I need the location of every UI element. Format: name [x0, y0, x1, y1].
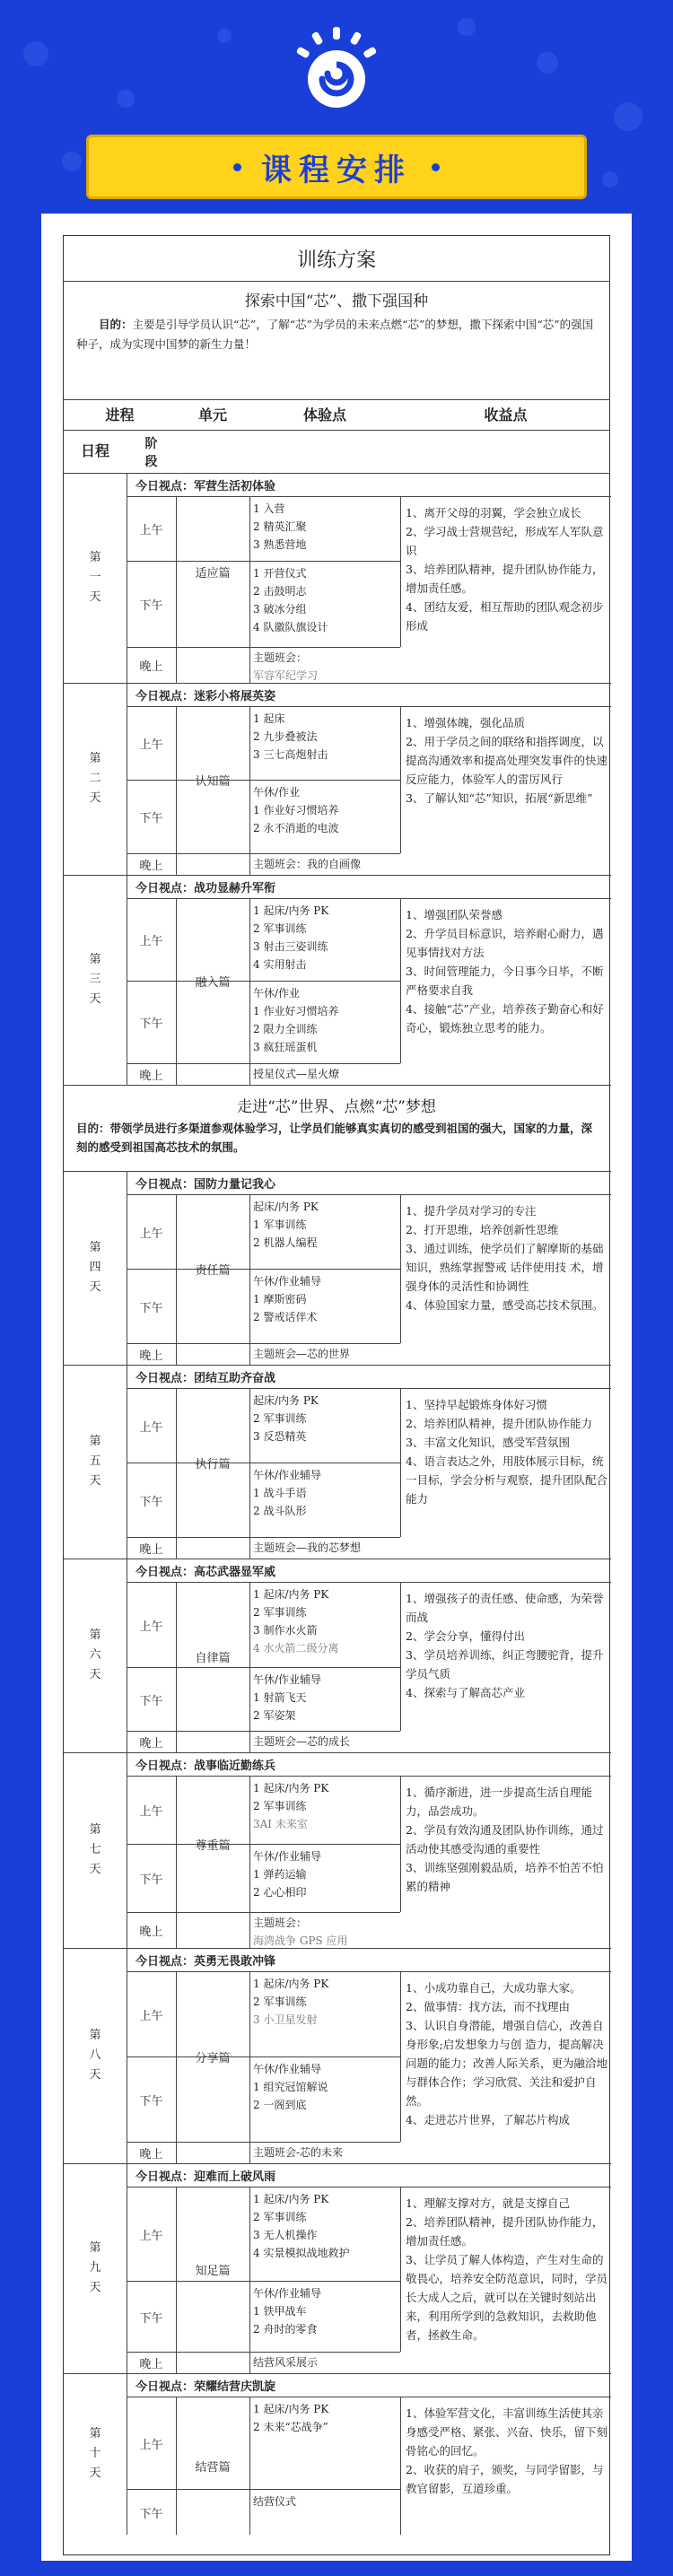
day-viewpoint: 今日视点：高芯武器显军威: [135, 1566, 276, 1579]
morning-activities: [249, 1779, 404, 1833]
banner-dot-right: [432, 163, 440, 171]
row-divider: [64, 1948, 611, 1949]
benefit-item: 3、时间管理能力，今日事今日毕，不断严格要求自我: [406, 965, 604, 997]
activity-item: 2 军事训练: [253, 922, 307, 935]
day-label: 第十天: [89, 2427, 101, 2480]
benefits: [400, 2404, 612, 2498]
benefit-item: 2、培养团队精神，提升团队协作能力: [406, 1417, 592, 1430]
evening-activities: [249, 1065, 404, 1083]
activity-item: 主题班会-芯的未来: [253, 2146, 344, 2159]
benefit-item: 2、学会分享，懂得付出: [406, 1629, 525, 1643]
module-name: 尊重篇: [195, 1839, 231, 1853]
activity-item: 午休/作业: [253, 786, 301, 799]
activity-item: 1 军事训练: [253, 1218, 307, 1231]
activity-item: 主题班会—我的芯梦想: [253, 1541, 362, 1554]
section1-title: 探索中国“芯”、撒下强国种: [244, 293, 429, 310]
activity-item: 2 警戒话伴术: [253, 1311, 318, 1323]
column-divider: [176, 2187, 177, 2373]
benefit-item: 1、循序渐进，进一步提高生活自理能力，品尝成功。: [406, 1786, 592, 1818]
morning-activities: [249, 2400, 404, 2436]
morning-activities: [249, 500, 404, 554]
activity-item: 1 起床/内务 PK: [253, 1978, 329, 1990]
benefit-item: 1、增强体魄，强化品质: [406, 716, 525, 729]
benefit-item: 2、收获的肩子，颁奖，与同学留影，与教官留影，互道珍重。: [406, 2463, 604, 2495]
activity-item: 起床/内务 PK: [253, 1394, 319, 1407]
slot-evening: 晚上: [139, 2148, 163, 2161]
morning-activities: [249, 902, 404, 974]
benefit-item: 3、丰富文化知识，感受军营氛围: [406, 1436, 570, 1449]
benefit-item: 1、增强团队荣誉感: [406, 908, 503, 921]
row-divider: [127, 1343, 400, 1344]
activity-item: 午休/作业辅导: [253, 1850, 322, 1863]
benefit-item: 1、离开父母的羽翼，学会独立成长: [406, 506, 581, 520]
slot-evening: 晚上: [139, 1070, 163, 1083]
day-viewpoint: 今日视点：荣耀结营庆凯旋: [135, 2380, 276, 2394]
activity-item: 3 小卫星发射: [253, 2013, 318, 2026]
activity-item: 结营风采展示: [253, 2356, 319, 2369]
benefit-item: 2、做事情：找方法，而不找理由: [406, 2000, 570, 2013]
activity-item: 海湾战争 GPS 应用: [253, 1934, 348, 1947]
day-label: 第九天: [89, 2241, 101, 2294]
row-divider: [64, 1171, 611, 1172]
module-name: 融入篇: [195, 976, 231, 990]
day-label: 第一天: [89, 551, 101, 604]
module-name: 责任篇: [195, 1264, 231, 1278]
activity-item: 午休/作业: [253, 987, 301, 1000]
row-divider: [249, 981, 400, 982]
slot-evening: 晚上: [139, 1543, 163, 1557]
benefits: [400, 905, 612, 1037]
benefit-item: 1、小成功靠自己，大成功靠大家。: [406, 1981, 581, 1995]
row-divider: [64, 1365, 611, 1366]
evening-activities: [249, 2144, 404, 2161]
benefit-item: 3、学员培养训练，纠正弯腰驼背，提升学员气质: [406, 1648, 604, 1681]
column-divider: [176, 496, 177, 683]
goal-label: 目的：: [99, 318, 133, 331]
row-divider: [64, 683, 611, 684]
row-divider: [127, 1063, 400, 1064]
afternoon-activities: [249, 1847, 404, 1901]
evening-activities: [249, 1539, 404, 1557]
column-divider: [176, 1194, 177, 1365]
activity-item: 主题班会：我的自画像: [253, 858, 362, 870]
row-divider: [64, 1752, 611, 1753]
column-divider: [176, 1388, 177, 1559]
sun-logo-icon: [292, 27, 381, 117]
benefit-item: 3、通过训练，使学员们了解摩斯的基础知识，熟练掌握警戒 话伴使用技 术，增强身体的灵活性和协调性: [406, 1242, 604, 1293]
day-viewpoint: 今日视点：战事临近勤练兵: [135, 1760, 276, 1773]
banner-title: 课程安排: [261, 152, 412, 188]
row-divider: [127, 561, 249, 562]
benefits: [400, 1395, 612, 1508]
benefits: [400, 2194, 612, 2345]
afternoon-activities: [249, 2493, 404, 2511]
day-label: 第七天: [89, 1823, 101, 1876]
slot-afternoon: 下午: [139, 1301, 163, 1315]
activity-item: 1 铁甲战车: [253, 2305, 307, 2318]
activity-item: 4 实用射击: [253, 958, 307, 971]
row-divider: [64, 2373, 611, 2374]
activity-item: 3AI 未来室: [253, 1818, 308, 1830]
day-viewpoint: 今日视点：战功显赫升军衔: [135, 882, 276, 895]
slot-morning: 上午: [139, 2229, 163, 2243]
table-title: 训练方案: [296, 249, 376, 272]
benefit-item: 4、体验国家力量，感受高芯技术氛围。: [406, 1298, 604, 1312]
activity-item: 2 一阁到底: [253, 2099, 307, 2111]
benefit-item: 2、学习战士营规营纪，形成军人军队意识: [406, 525, 604, 557]
day-label: 第二天: [89, 752, 101, 805]
row-divider: [127, 1667, 249, 1668]
afternoon-activities: [249, 1466, 404, 1520]
row-divider: [249, 1844, 400, 1845]
row-divider: [127, 647, 400, 648]
evening-activities: [249, 855, 404, 873]
section2-title: 走进“芯”世界、点燃“芯”梦想: [237, 1098, 436, 1116]
activity-item: 2 舟时的零食: [253, 2323, 318, 2336]
header-experience: 体验点: [302, 406, 346, 424]
slot-morning: 上午: [139, 935, 163, 948]
slot-morning: 上午: [139, 1620, 163, 1634]
activity-item: 午休/作业辅导: [253, 2287, 322, 2300]
benefit-item: 3、让学员了解人体构造，产生对生命的敬畏心，培养安全防范意识，同时，学员长大成人之后，就可以在关键时刻站出来，利用所学到的急救知识，去救助他者，拯救生命。: [406, 2253, 608, 2342]
benefits: [400, 1783, 612, 1896]
evening-activities: [249, 1733, 404, 1751]
activity-item: 2 军事训练: [253, 2211, 307, 2223]
slot-evening: 晚上: [139, 1737, 163, 1751]
benefit-item: 2、用于学员之间的联络和指挥调度，以提高沟通效率和提高处理突发事件的快速反应能力，体验军人的雷厉风行: [406, 735, 608, 786]
activity-item: 主题班会：: [253, 1917, 308, 1929]
benefit-item: 2、培养团队精神，提升团队协作能力，增加责任感。: [406, 2215, 604, 2248]
row-divider: [64, 2163, 611, 2164]
activity-item: 1 起床/内务 PK: [253, 2403, 329, 2415]
row-divider: [127, 706, 611, 707]
slot-evening: 晚上: [139, 660, 163, 674]
row-divider: [127, 2281, 249, 2282]
row-divider: [249, 561, 400, 562]
benefits: [400, 1978, 612, 2129]
morning-activities: [249, 1392, 404, 1445]
activity-item: 2 军事训练: [253, 1800, 307, 1812]
benefit-item: 3、了解认知“芯”知识，拓展“新思维”: [406, 791, 593, 805]
activity-item: 2 军事训练: [253, 1412, 307, 1425]
activity-item: 4 队徽队旗设计: [253, 621, 328, 633]
slot-morning: 上午: [139, 524, 163, 537]
activity-item: 主题班会：: [253, 651, 308, 664]
slot-afternoon: 下午: [139, 2507, 163, 2521]
row-divider: [127, 1194, 611, 1195]
module-name: 适应篇: [195, 567, 231, 581]
day-viewpoint: 今日视点：迷彩小将展英姿: [135, 690, 276, 703]
activity-item: 1 起床/内务 PK: [253, 904, 329, 917]
activity-item: 2 精英汇聚: [253, 520, 307, 533]
module-name: 自律篇: [195, 1652, 231, 1665]
benefit-item: 1、坚持早起锻炼身体好习惯: [406, 1398, 547, 1411]
day-viewpoint: 今日视点：团结互助齐奋战: [135, 1372, 276, 1385]
goal-text: 主要是引导学员认识“芯”，了解“芯”为学员的未来点燃“芯”的梦想，撒下探索中国“芯”的强国种子，成为实现中国梦的新生力量！: [76, 318, 594, 351]
activity-item: 授星仪式—星火燎: [253, 1068, 340, 1080]
benefit-item: 4、团结友爱，相互帮助的团队观念初步形成: [406, 600, 604, 633]
morning-activities: [249, 1975, 404, 2029]
day-viewpoint: 今日视点：迎难而上破风雨: [135, 2170, 276, 2184]
slot-afternoon: 下午: [139, 2311, 163, 2326]
activity-item: 1 开营仪式: [253, 567, 307, 580]
slot-morning: 上午: [139, 2438, 163, 2452]
activity-item: 1 弹药运输: [253, 1868, 307, 1881]
row-divider: [249, 1269, 400, 1270]
activity-item: 4 水火箭二级分离: [253, 1642, 339, 1655]
benefit-item: 3、培养团队精神，提升团队协作能力，增加责任感。: [406, 563, 604, 595]
activity-item: 军容军纪学习: [253, 669, 319, 682]
slot-morning: 上午: [139, 1420, 163, 1435]
activity-item: 2 机器人编程: [253, 1236, 318, 1249]
row-divider: [127, 2352, 400, 2353]
benefit-item: 4、接触“芯”产业，培养孩子勤奋心和好奇心，锻炼独立思考的能力。: [406, 1002, 604, 1035]
activity-item: 1 作业好习惯培养: [253, 1005, 339, 1017]
banner-dot-left: [233, 163, 241, 171]
slot-afternoon: 下午: [139, 2094, 163, 2109]
slot-afternoon: 下午: [139, 599, 163, 613]
activity-item: 2 九步叠被法: [253, 730, 318, 743]
divider: [64, 430, 609, 431]
activity-item: 1 射箭飞天: [253, 1691, 307, 1704]
benefits: [400, 1589, 612, 1702]
day-label: 第六天: [89, 1629, 101, 1681]
morning-activities: [249, 710, 404, 764]
benefit-item: 2、打开思维，培养创新性思维: [406, 1223, 559, 1236]
benefit-item: 1、提升学员对学习的专注: [406, 1204, 537, 1218]
header-benefit: 收益点: [484, 406, 528, 424]
module-name: 分享篇: [195, 2052, 231, 2065]
day-label: 第八天: [89, 2029, 101, 2082]
row-divider: [249, 2489, 400, 2490]
activity-item: 3 熟悉营地: [253, 538, 307, 551]
activity-item: 1 摩斯密码: [253, 1293, 307, 1305]
row-divider: [249, 2056, 400, 2057]
afternoon-activities: [249, 2060, 404, 2114]
column-divider: [176, 898, 177, 1085]
day-viewpoint: 今日视点：英勇无畏敢冲锋: [135, 1955, 276, 1969]
afternoon-activities: [249, 1272, 404, 1326]
afternoon-activities: [249, 564, 404, 636]
section2-goal: [76, 1119, 597, 1157]
column-divider: [176, 1776, 177, 1948]
activity-item: 午休/作业辅导: [253, 1275, 322, 1288]
activity-item: 1 起床: [253, 712, 285, 725]
module-name: 执行篇: [195, 1458, 231, 1471]
header-unit: 单元: [197, 406, 227, 424]
module-name: 结营篇: [195, 2461, 231, 2475]
afternoon-activities: [249, 984, 404, 1056]
slot-afternoon: 下午: [139, 1495, 163, 1509]
header-stage: 阶段: [144, 437, 158, 469]
row-divider: [127, 853, 400, 854]
row-divider: [249, 2281, 400, 2282]
activity-item: 2 限力全训练: [253, 1023, 318, 1035]
slot-morning: 上午: [139, 1805, 163, 1819]
training-plan-table: [63, 235, 610, 2555]
activity-item: 1 组究冠馆解说: [253, 2081, 328, 2093]
column-divider: [176, 1971, 177, 2163]
activity-item: 1 起床/内务 PK: [253, 1782, 329, 1794]
benefit-item: 2、学员有效沟通及团队协作训练，通过活动使其感受沟通的重要性: [406, 1823, 604, 1856]
activity-item: 3 反恐精英: [253, 1430, 307, 1443]
activity-item: 3 射击三姿训练: [253, 940, 328, 953]
benefit-item: 1、理解支撑对方，就是支撑自己: [406, 2196, 570, 2210]
activity-item: 3 疯狂瑶蛋机: [253, 1041, 318, 1053]
day-label: 第三天: [89, 953, 101, 1006]
row-divider: [127, 1971, 611, 1972]
row-divider: [249, 1667, 400, 1668]
section1-goal: [76, 315, 597, 354]
column-divider: [176, 706, 177, 875]
slot-evening: 晚上: [139, 2358, 163, 2371]
header-progress: 进程: [105, 406, 135, 424]
module-name: 知足篇: [195, 2265, 231, 2278]
course-schedule-banner: [86, 135, 587, 199]
morning-activities: [249, 1585, 404, 1657]
row-divider: [127, 1776, 611, 1777]
activity-item: 2 心心相印: [253, 1886, 307, 1899]
afternoon-activities: [249, 783, 404, 837]
benefit-item: 4、语言表达之外，用肢体展示目标，统一目标，学会分析与观察，提升团队配合能力: [406, 1454, 608, 1506]
slot-morning: 上午: [139, 738, 163, 752]
row-divider: [64, 875, 611, 876]
evening-activities: [249, 649, 404, 685]
goal2-text: 带领学员进行多渠道参观体验学习，让学员们能够真实真切的感受到祖国的强大，国家的力量，深刻的感受到祖国高芯技术的氛围。: [76, 1122, 593, 1154]
row-divider: [249, 780, 400, 781]
row-divider: [127, 1388, 611, 1389]
slot-evening: 晚上: [139, 1349, 163, 1363]
slot-afternoon: 下午: [139, 1873, 163, 1887]
slot-morning: 上午: [139, 1227, 163, 1241]
row-divider: [127, 1582, 611, 1583]
activity-item: 3 破冰分组: [253, 603, 307, 616]
activity-item: 主题班会—芯的成长: [253, 1735, 351, 1748]
activity-item: 3 无人机操作: [253, 2229, 318, 2241]
slot-evening: 晚上: [139, 860, 163, 873]
row-divider: [127, 1731, 400, 1732]
row-divider: [127, 898, 611, 899]
benefit-item: 3、认识自身潜能，增强自信心，改善自身形象;启发想象力与创 造力，提高解决问题的能力；改善人际关系，更为融洽地与群体合作；学习欣赏、关注和爱护自然。: [406, 2019, 608, 2108]
benefit-item: 4、探索与了解高芯产业: [406, 1686, 525, 1699]
activity-item: 3 三七高炮射击: [253, 748, 328, 761]
afternoon-activities: [249, 2284, 404, 2338]
benefit-item: 2、升学员目标意识，培养耐心耐力，遇见事情找对方法: [406, 927, 604, 959]
module-name: 认知篇: [195, 775, 231, 789]
activity-item: 2 军事训练: [253, 1606, 307, 1619]
activity-item: 1 作业好习惯培养: [253, 804, 339, 816]
evening-activities: [249, 1914, 404, 1950]
day-viewpoint: 今日视点：国防力量记我心: [135, 1178, 276, 1192]
activity-item: 2 未来“芯战争”: [253, 2421, 328, 2433]
header-schedule: 日程: [80, 442, 109, 459]
row-divider: [127, 1537, 400, 1538]
day-label: 第四天: [89, 1241, 101, 1294]
activity-item: 起床/内务 PK: [253, 1201, 319, 1213]
activity-item: 3 制作水火箭: [253, 1624, 318, 1637]
activity-item: 1 起床/内务 PK: [253, 1588, 329, 1601]
activity-item: 午休/作业辅导: [253, 1469, 322, 1481]
row-divider: [64, 1085, 611, 1086]
morning-activities: [249, 1198, 404, 1252]
row-divider: [127, 1912, 400, 1913]
slot-afternoon: 下午: [139, 812, 163, 825]
activity-item: 1 起床/内务 PK: [253, 2193, 329, 2205]
slot-evening: 晚上: [139, 1925, 163, 1939]
benefits: [400, 503, 612, 635]
afternoon-activities: [249, 1671, 404, 1725]
activity-item: 午休/作业辅导: [253, 1673, 322, 1686]
morning-activities: [249, 2190, 404, 2262]
slot-afternoon: 下午: [139, 1017, 163, 1031]
evening-activities: [249, 2353, 404, 2371]
activity-item: 2 永不消逝的电波: [253, 822, 339, 834]
goal2-label: 目的：: [76, 1122, 110, 1135]
row-divider: [127, 496, 611, 497]
slot-afternoon: 下午: [139, 1694, 163, 1708]
activity-item: 午休/作业辅导: [253, 2063, 322, 2075]
benefit-item: 3、训练坚强刚毅品质，培养不怕苦不怕累的精神: [406, 1861, 604, 1893]
activity-item: 2 击鼓明志: [253, 585, 307, 598]
activity-item: 主题班会—芯的世界: [253, 1348, 351, 1360]
activity-item: 2 战斗队形: [253, 1505, 307, 1517]
column-divider: [176, 1582, 177, 1752]
activity-item: 4 实景模拟战地救护: [253, 2247, 350, 2259]
divider: [64, 399, 609, 400]
activity-item: 2 军事训练: [253, 1995, 307, 2008]
day-label: 第五天: [89, 1435, 101, 1488]
activity-item: 结营仪式: [253, 2495, 297, 2508]
day-viewpoint: 今日视点：军营生活初体验: [135, 480, 276, 493]
benefit-item: 4、走进芯片世界，了解芯片构成: [406, 2113, 570, 2126]
benefits: [400, 1201, 612, 1314]
row-divider: [127, 2489, 249, 2490]
row-divider: [127, 2142, 400, 2143]
benefit-item: 1、增强孩子的责任感、使命感，为荣誉而战: [406, 1592, 604, 1624]
activity-item: 2 军姿架: [253, 1709, 296, 1722]
slot-morning: 上午: [139, 2009, 163, 2023]
benefits: [400, 713, 612, 808]
activity-item: 1 战斗手语: [253, 1487, 307, 1499]
divider: [64, 473, 609, 474]
evening-activities: [249, 1345, 404, 1363]
activity-item: 1 入营: [253, 502, 285, 515]
benefit-item: 1、体验军营文化，丰富训练生活使其亲身感受严格、紧张、兴奋、快乐，留下刻骨铭心的回忆。: [406, 2406, 608, 2458]
divider: [64, 281, 609, 282]
